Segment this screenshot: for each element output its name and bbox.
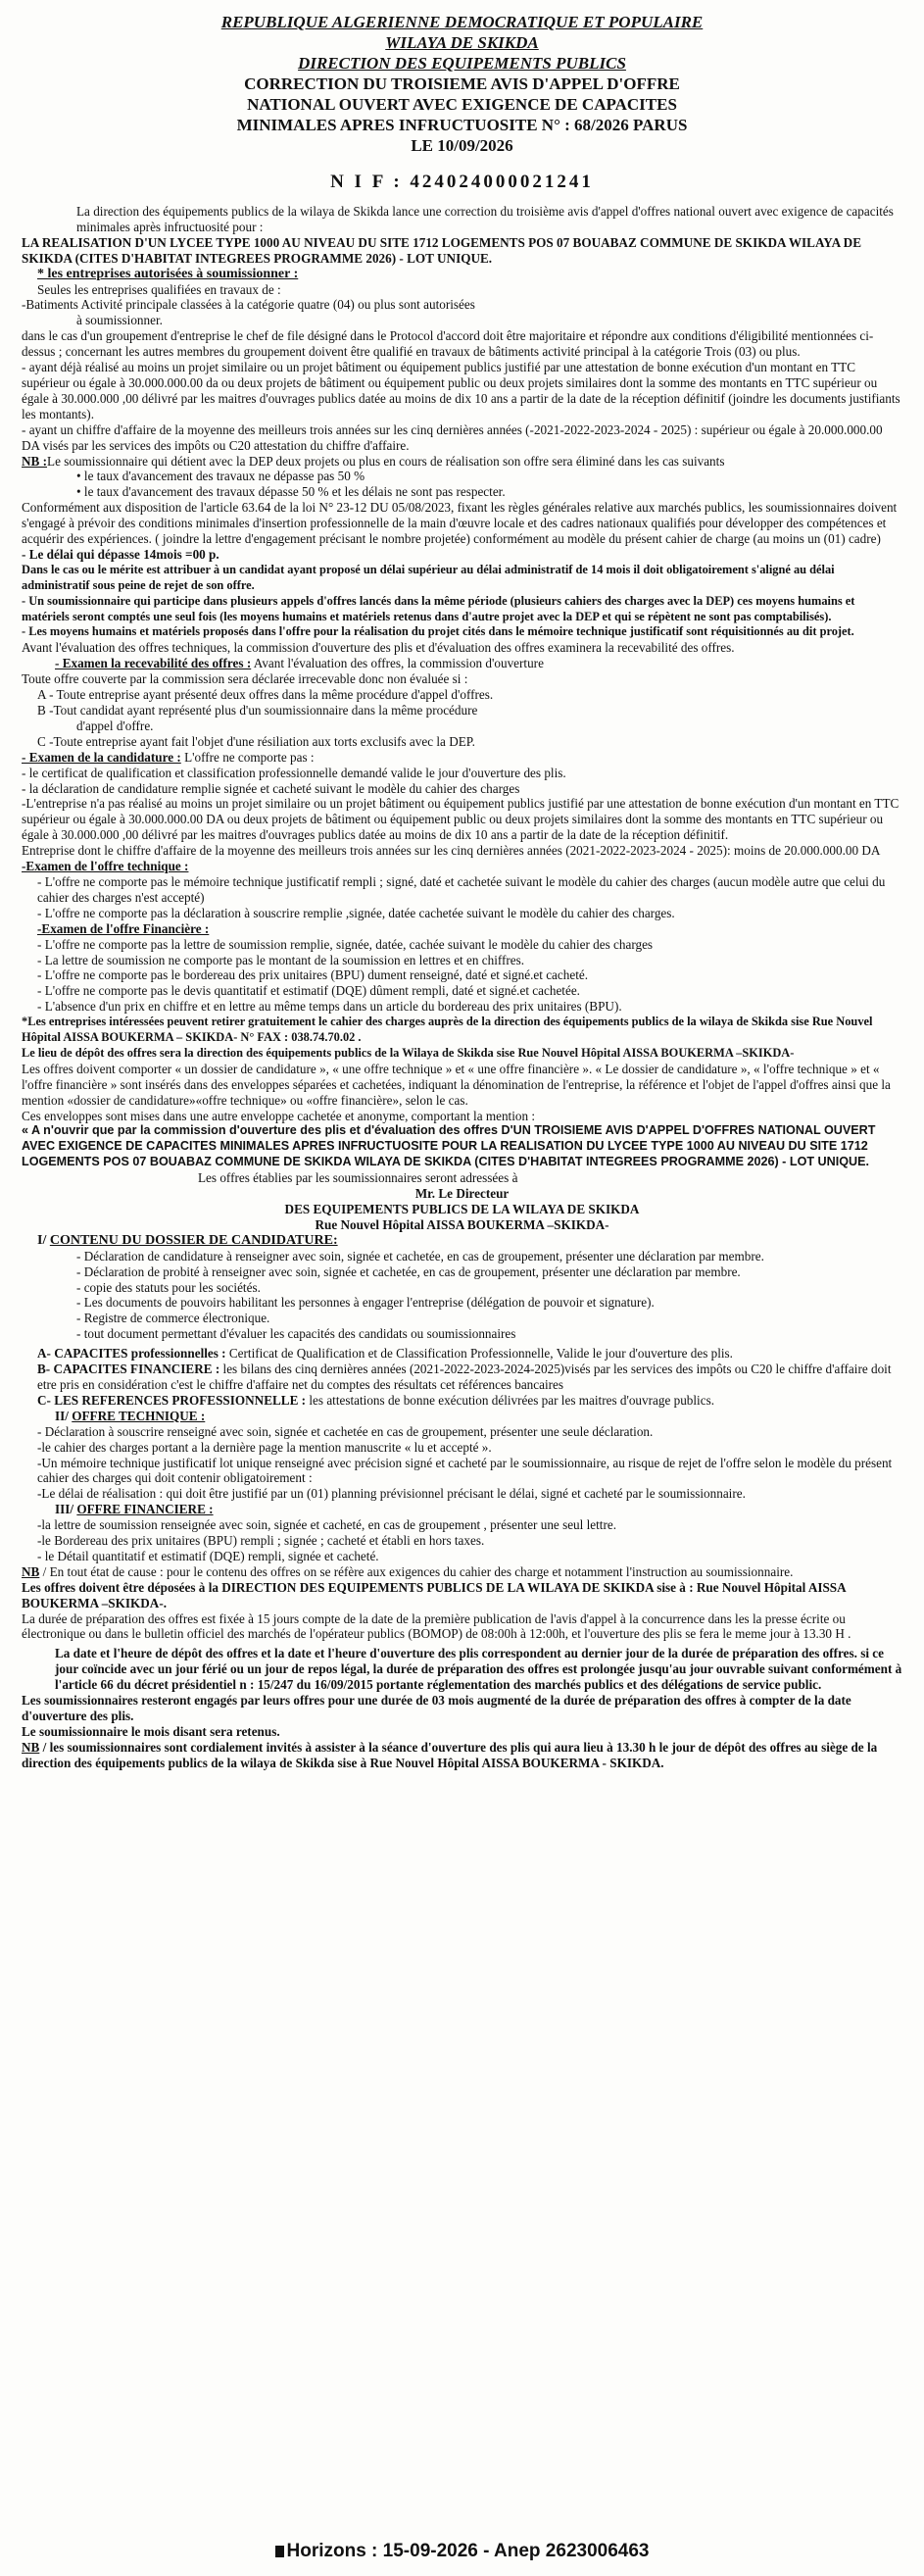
- offre-financiere-item: - le Détail quantitatif et estimatif (DQE) rempli, signée et cacheté.: [37, 1548, 379, 1563]
- multi-bid-note: - Un soumissionnaire qui participe dans plusieurs appels d'offres lancés dans la même période (plusieurs cahiers des charges avec la DEP) ces moyens humains et matériels seront comptés une seul fois (les moyens humains et matériels retenus dans d'autre projet avec la DEP et qui se répètent ne sont pas comptabilisés).: [22, 593, 855, 623]
- nb-label: NB: [22, 1739, 40, 1755]
- offre-technique-title: OFFRE TECHNIQUE :: [72, 1408, 206, 1423]
- financiere-line: - L'absence d'un prix en chiffre et en lettre au même temps dans un article du bordereau des prix unitaires (BPU).: [37, 999, 622, 1015]
- adresse-direction: DES EQUIPEMENTS PUBLICS DE LA WILAYA DE SKIKDA: [284, 1202, 640, 1216]
- nb-label: NB :: [22, 453, 48, 469]
- offre-financiere-heading: [22, 1502, 902, 1517]
- nb-bullet: • le taux d'avancement des travaux dépasse 50 % et les délais ne sont pas respecter.: [76, 484, 506, 500]
- offre-technique-item: -Le délai de réalisation : qui doit être justifié par un (01) planning prévisionnel précisant le délai, signé et cacheté par le soumissionnaire.: [37, 1486, 746, 1502]
- offre-technique-heading: [22, 1409, 902, 1424]
- candidature-title-rest: L'offre ne comporte pas :: [180, 749, 315, 765]
- evaluation-paragraph: Avant l'évaluation des offres techniques, la commission d'ouverture des plis et d'évaluation des offres examinera la recevabilité des offres.: [22, 640, 735, 656]
- capacite-text: Certificat de Qualification et de Classification Professionnelle, Valide le jour d'ouverture des plis.: [225, 1346, 733, 1362]
- nb-bullet: • le taux d'avancement des travaux ne dépasse pas 50 %: [76, 469, 365, 484]
- candidature-line: - la déclaration de candidature remplie signée et cacheté suivant le modèle du cahier des charges: [22, 780, 520, 796]
- date-heure-paragraph: La date et l'heure de dépôt des offres et la date et l'heure d'ouverture des plis correspondent au dernier jour de la durée de préparation des offres. si ce jour coïncide avec un jour férié ou un jour de repos légal, la durée de préparation des offres est prolongée jusqu'au jour ouvrable suivant conformément à l'article 66 du décret présidentiel n : 15/247 du 16/09/2015 portante réglementation des marchés publics et des délégations de service public.: [55, 1646, 902, 1693]
- offre-technique-item: -le cahier des charges portant a la dernière page la mention manuscrite « lu et accepté ».: [37, 1439, 492, 1455]
- nb-paragraph: [22, 454, 902, 470]
- capacite-item: [22, 1393, 902, 1409]
- offre-financiere-item: -le Bordereau des prix unitaires (BPU) rempli ; signée ; cacheté et établi en hors taxes.: [37, 1533, 485, 1549]
- recevabilite-item: C -Toute entreprise ayant fait l'objet d'une résiliation aux torts exclusifs avec la DEP.: [37, 733, 475, 749]
- recevabilite-title: - Examen la recevabilité des offres :: [55, 656, 252, 671]
- recevabilite-item: A - Toute entreprise ayant présenté deux offres dans la même procédure d'appel d'offres.: [37, 687, 494, 703]
- intro-paragraph: La direction des équipements publics de la wilaya de Skikda lance une correction du troisième avis d'appel d'offres national ouvert avec exigence de capacités minimales après infructuosité pour :: [76, 204, 894, 234]
- duree-paragraph: La durée de préparation des offres est fixée à 15 jours compte de la date de la première publication de l'avis d'appel à la concurrence dans les la presse écrite ou électronique ou dans le bulletin officiel des marchés de l'opérateur publics (BOMOP) de 08:00h à 12:00h, et l'ouverture des plis se fera le meme jour à 13.30 H .: [22, 1610, 851, 1642]
- candidature-heading: [22, 750, 902, 766]
- financiere-line: - L'offre ne comporte pas la lettre de soumission remplie, signée, datée, cachée suivant le modèle du cahier des charges: [37, 936, 654, 952]
- financiere-line: - L'offre ne comporte pas le devis quantitatif et estimatif (DQE) dûment rempli, daté et signé.et cachetée.: [37, 983, 580, 999]
- enveloppes-paragraph: Ces enveloppes sont mises dans une autre enveloppe cachetée et anonyme, comportant la mention :: [22, 1108, 536, 1123]
- header-line-wilaya: WILAYA DE SKIKDA: [385, 33, 539, 52]
- candidature-line: Entreprise dont le chiffre d'affaire de la moyenne des meilleurs trois années sur les cinq dernières années (2021-2022-2023-2024 - 2025): moins de 20.000.000.00 DA: [22, 843, 881, 859]
- eligible-line: à soumissionner.: [76, 313, 163, 328]
- header-line-correction: CORRECTION DU TROISIEME AVIS D'APPEL D'OFFRE: [244, 74, 680, 93]
- financiere-line: - L'offre ne comporte pas le bordereau des prix unitaires (BPU) dument renseigné, daté et signé.et cacheté.: [37, 967, 589, 983]
- offre-financiere-num: III/: [55, 1502, 74, 1517]
- bullet-square-icon: [275, 2546, 284, 2557]
- engagement-paragraph: Les soumissionnaires resteront engagés par leurs offres pour une durée de 03 mois augmenté de la durée de préparation des offres à compter de la date d'ouverture des plis.: [22, 1693, 851, 1723]
- header-line-national: NATIONAL OUVERT AVEC EXIGENCE DE CAPACITES: [247, 95, 677, 114]
- capacite-label: B- CAPACITES FINANCIERE :: [37, 1362, 220, 1377]
- contenu-heading: [22, 1233, 902, 1249]
- recevabilite-item: B -Tout candidat ayant représenté plus d'un soumissionnaire dans la même procédure: [37, 703, 478, 718]
- capacite-text: les bilans des cinq dernières années (2021-2022-2023-2024-2025)visés par les services des impôts ou C20 le chiffre d'affaire doit etre pris en considération c'est le chiffre d'affaire net du comptes des résultats cet références bancaires: [37, 1362, 892, 1392]
- offre-technique-item: - Déclaration à souscrire renseigné avec soin, signée et cachetée en cas de groupement, présenter une seule déclaration.: [37, 1423, 654, 1439]
- financiere-title: -Examen de l'offre Financière :: [37, 920, 210, 936]
- contenu-item: - copie des statuts pour les sociétés.: [76, 1279, 261, 1295]
- contenu-item: - Les documents de pouvoirs habilitant les personnes à engager l'entreprise (délégation de pouvoir et signature).: [76, 1295, 655, 1311]
- contenu-item: - Déclaration de probité à renseigner avec soin, signée et cachetée, en cas de groupement, présenter une déclaration par membre.: [76, 1263, 741, 1279]
- offre-financiere-item: -la lettre de soumission renseignée avec soin, signée et cacheté, en cas de groupement , présenter une seul lettre.: [37, 1517, 617, 1533]
- means-note: - Les moyens humains et matériels proposés dans l'offre pour la réalisation du projet cités dans le mémoire technique justificatif sont réquisitionnés au dit projet.: [22, 624, 854, 639]
- document-body: [22, 204, 902, 1771]
- header: [22, 12, 902, 192]
- header-line-republic: REPUBLIQUE ALGERIENNE DEMOCRATIQUE ET POPULAIRE: [220, 13, 704, 31]
- project-title: LA REALISATION D'UN LYCEE TYPE 1000 AU NIVEAU DU SITE 1712 LOGEMENTS POS 07 BOUABAZ COMMUNE DE SKIKDA WILAYA DE SKIKDA (CITES D'HABITAT INTEGREES PROGRAMME 2026) - LOT UNIQUE.: [22, 234, 861, 266]
- eligible-title: * les entreprises autorisées à soumissionner :: [37, 266, 299, 281]
- contenu-num: I/: [37, 1232, 47, 1248]
- nb-text: / les soumissionnaires sont cordialement invités à assister à la séance d'ouverture des plis qui aura lieu à 13.30 h le jour de dépôt des offres au siège de la direction des équipements publics de la wilaya de Skikda sise à Rue Nouvel Hôpital AISSA BOUKERMA - SKIKDA.: [22, 1739, 878, 1770]
- header-line-direction: DIRECTION DES EQUIPEMENTS PUBLICS: [298, 54, 626, 73]
- header-line-minimales: MINIMALES APRES INFRUCTUOSITE N° : 68/2026 PARUS: [236, 116, 688, 134]
- nb-label: NB: [22, 1563, 40, 1579]
- retenus-paragraph: Le soumissionnaire le mois disant sera retenus.: [22, 1723, 280, 1739]
- offre-financiere-title: OFFRE FINANCIERE :: [76, 1502, 214, 1517]
- publication-footer: [0, 2541, 924, 2562]
- capacite-item: [22, 1362, 902, 1393]
- offre-technique-item: -Un mémoire technique justificatif lot unique renseigné avec précision signé et cacheté par le soumissionnaire, au risque de rejet de l'offre selon le modèle du présent cahier des charges qui doit contenir obligatoirement :: [37, 1455, 893, 1486]
- nif-number: N I F : 424024000021241: [330, 172, 594, 192]
- enveloppes-paragraph: Les offres doivent comporter « un dossier de candidature », « une offre technique » et « une offre financière ». « Le dossier de candidature », « l'offre technique » et « l'offre financière » sont insérés dans des enveloppes séparées et cachetées, indiquant la dénomination de l'entreprise, la référence et l'objet de l'appel d'offres ainsi que la mention «dossier de candidature»«offre technique» ou «offre financière», selon le cas.: [22, 1061, 891, 1108]
- capacite-label: A- CAPACITES professionnelles :: [37, 1346, 226, 1362]
- delay-note: Dans le cas ou le mérite est attribuer à un candidat ayant proposé un délai supérieur au délai administratif de 14 mois il doit obligatoirement s'aligné au délai administratif sous peine de rejet de son offre.: [22, 562, 835, 592]
- technique-line: - L'offre ne comporte pas la déclaration à souscrire remplie ,signée, datée cachetée suivant le modèle du cahier des charges.: [37, 905, 675, 920]
- recevabilite-item: d'appel d'offre.: [76, 718, 154, 733]
- eligible-line: Seules les entreprises qualifiées en travaux de :: [37, 281, 281, 297]
- candidature-line: - le certificat de qualification et classification professionnelle demandé valide le jour d'ouverture des plis.: [22, 765, 566, 780]
- enveloppe-mention: « A n'ouvrir que par la commission d'ouverture des plis et d'évaluation des offres D'UN TROISIEME AVIS D'APPEL D'OFFRES NATIONAL OUVERT AVEC EXIGENCE DE CAPACITES MINIMALES APRES INFRUCTUOSITE POUR LA REALISATION DU LYCEE TYPE 1000 AU NIVEAU DU SITE 1712 LOGEMENTS POS 07 BOUABAZ COMMUNE DE SKIKDA WILAYA DE SKIKDA (CITES D'HABITAT INTEGREES PROGRAMME 2026) - LOT UNIQUE.: [22, 1123, 876, 1169]
- contenu-item: - Registre de commerce électronique.: [76, 1311, 270, 1326]
- delay-note: - Le délai qui dépasse 14mois =00 p.: [22, 546, 219, 562]
- depot-paragraph: Les offres doivent être déposées à la DIRECTION DES EQUIPEMENTS PUBLICS DE LA WILAYA DE SKIKDA sise à : Rue Nouvel Hôpital AISSA BOUKERMA –SKIKDA-.: [22, 1579, 846, 1610]
- technique-title: -Examen de l'offre technique :: [22, 859, 189, 874]
- header-line-date: LE 10/09/2026: [411, 136, 513, 155]
- nb-seance-paragraph: [22, 1740, 902, 1771]
- adresse-directeur: Mr. Le Directeur: [414, 1186, 510, 1202]
- financiere-line: - La lettre de soumission ne comporte pas le montant de la soumission en lettres et en chiffres.: [37, 952, 525, 967]
- technique-line: - L'offre ne comporte pas le mémoire technique justificatif rempli ; signé, daté et cachetée suivant le modèle du cahier des charges (aucun modèle autre que celui du cahier des charges n'est accepté): [37, 873, 886, 905]
- contenu-title: CONTENU DU DOSSIER DE CANDIDATURE:: [49, 1232, 338, 1248]
- capacite-item: [22, 1346, 902, 1362]
- nb-text: / En tout état de cause : pour le contenu des offres on se réfère aux exigences du cahier des charge et notamment l'instruction au soumissionnaire.: [39, 1563, 794, 1579]
- recevabilite-title-rest: Avant l'évaluation des offres, la commission d'ouverture: [251, 656, 544, 671]
- capacite-text: les attestations de bonne exécution délivrées par les maitres d'ouvrage publics.: [306, 1392, 714, 1408]
- footer-text: Horizons : 15-09-2026 - Anep 2623006463: [286, 2541, 650, 2561]
- retrait-paragraph: *Les entreprises intéressées peuvent retirer gratuitement le cahier des charges auprès de la direction des équipements publics de la wilaya de Skikda sise Rue Nouvel Hôpital AISSA BOUKERMA – SKIKDA- N° FAX : 038.74.70.02 .: [22, 1015, 873, 1045]
- candidature-title: - Examen de la candidature :: [22, 749, 181, 765]
- eligible-line: - ayant un chiffre d'affaire de la moyenne des meilleurs trois années sur les cinq dernières années (-2021-2022-2023-2024 - 2025) : supérieur ou égale à 20.000.000.00 DA visés par les services des impôts ou C20 attestation du chiffre d'affaire.: [22, 421, 883, 453]
- eligible-line: -Batiments Activité principale classées à la catégorie quatre (04) ou plus sont autorisées: [22, 297, 475, 313]
- eligible-line: dans le cas d'un groupement d'entreprise le chef de file désigné dans le Protocol d'accord doit être majoritaire et répondre aux conditions d'éligibilité mentionnées ci-dessus ; concernant les autres membres du groupement doivent être qualifié en travaux de bâtiments activité principal à la catégorie Trois (03) ou plus.: [22, 328, 874, 360]
- nb-text: Le soumissionnaire qui détient avec la DEP deux projets ou plus en cours de réalisation son offre sera éliminé dans les cas suivants: [47, 453, 725, 469]
- offre-technique-num: II/: [55, 1408, 69, 1423]
- adresse-rue: Rue Nouvel Hôpital AISSA BOUKERMA –SKIKDA-: [315, 1216, 609, 1232]
- capacite-label: C- LES REFERENCES PROFESSIONNELLE :: [37, 1392, 307, 1408]
- insertion-paragraph: Conformément aux disposition de l'article 63.64 de la loi N° 23-12 DU 05/08/2023, fixant les règles générales relative aux marchés publics, les soumissionnaires doivent s'engagé à prévoir des conditions minimales d'insertion professionnelle de la main d'œuvre locale et des cadres nationaux qualifiés pour développer des compétences et acquérir des expériences. ( joindre la lettre d'engagement précisant le nombre projetée) conformément au modèle du présent cahier de charge (au moins un (01) cadre): [22, 500, 898, 547]
- candidature-line: -L'entreprise n'a pas réalisé au moins un projet similaire ou un projet bâtiment ou équipement publics justifié par une attestation de bonne exécution d'un montant en TTC supérieur ou égale à 30.000.000.00 DA ou deux projets de bâtiment ou équipement public ou deux projets similaires dont la somme des montants en TTC supérieur ou égale à 30.000.000 ,00 délivré par les maitres d'ouvrages publics datée au moins de dix 10 ans a partir de la date de la réception définitif.: [22, 796, 900, 843]
- recevabilite-heading: [22, 656, 902, 671]
- depot-lieu-paragraph: Le lieu de dépôt des offres sera la direction des équipements publics de la Wilaya de Skikda sise Rue Nouvel Hôpital AISSA BOUKERMA –SKIKDA-: [22, 1045, 795, 1060]
- recevabilite-paragraph: Toute offre couverte par la commission sera déclarée irrecevable donc non évaluée si :: [22, 671, 468, 687]
- nb-contenu-paragraph: [22, 1564, 902, 1580]
- contenu-item: - tout document permettant d'évaluer les capacités des candidats ou soumissionnaires: [76, 1326, 516, 1342]
- adresse-intro: Les offres établies par les soumissionnaires seront adressées à: [198, 1170, 518, 1186]
- contenu-item: - Déclaration de candidature à renseigner avec soin, signée et cachetée, en cas de groupement, présenter une déclaration par membre.: [76, 1248, 764, 1263]
- eligible-line: - ayant déjà réalisé au moins un projet similaire ou un projet bâtiment ou équipement publics justifié par une attestation de bonne exécution d'un montant en TTC supérieur ou égale à 30.000.000.00 da ou deux projets de bâtiment ou équipement public ou deux projets similaires dont la somme des montants en TTC supérieur ou égale à 30.000.000 ,00 délivré par les maitres d'ouvrages publics datée au moins de dix 10 ans a partir de la date de la réception définitif (joindre les documents justifiants les montants).: [22, 360, 900, 421]
